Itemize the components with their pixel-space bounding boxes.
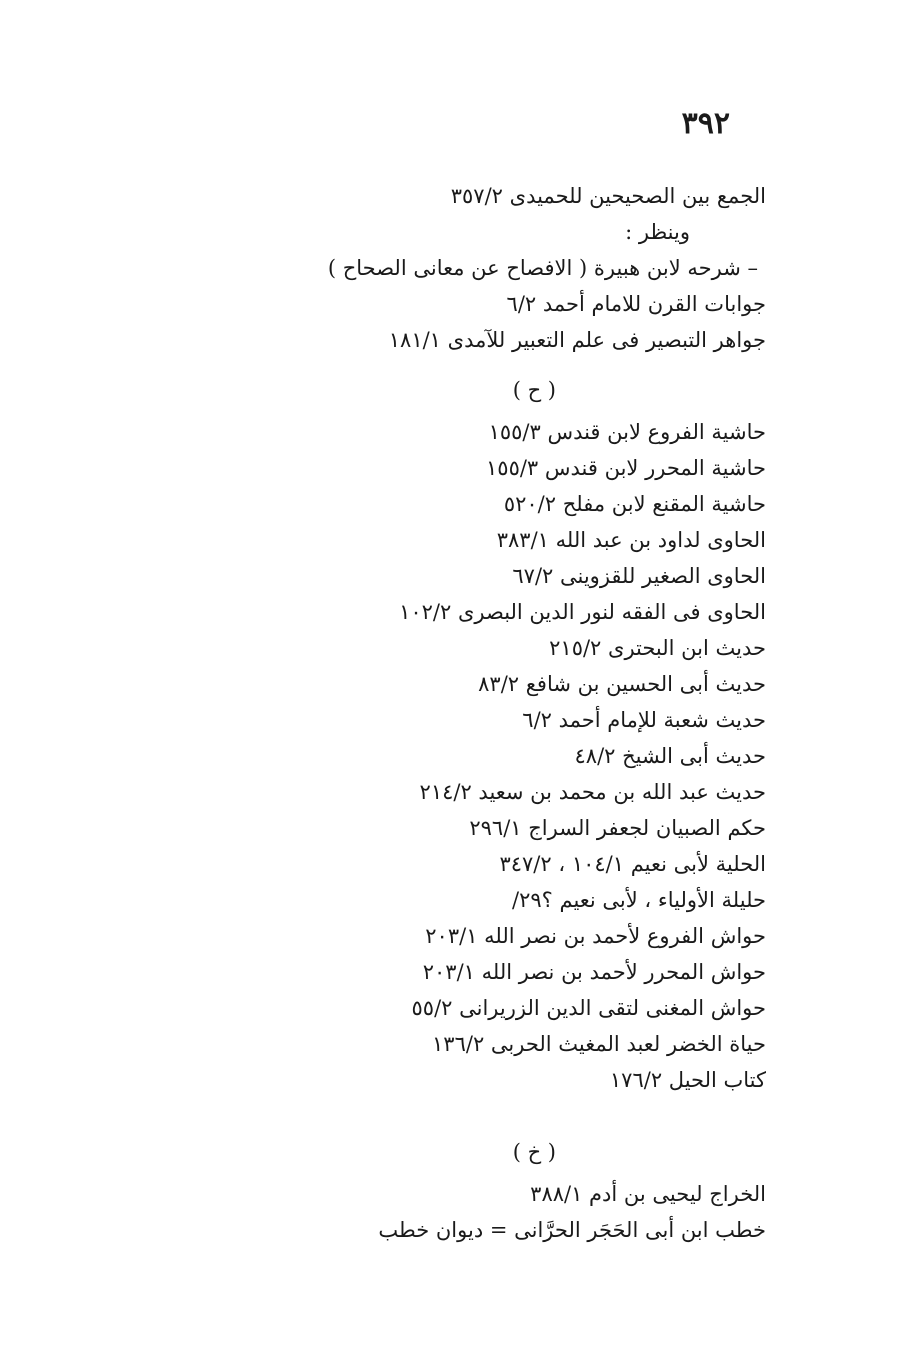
index-entry: الحاوى الصغير للقزوينى ٦٧/٢: [512, 564, 766, 588]
index-entry: حواش الفروع لأحمد بن نصر الله ٢٠٣/١: [425, 924, 766, 948]
index-entry: جوابات القرن للامام أحمد ٦/٢: [506, 292, 766, 316]
index-entry: حاشية الفروع لابن قندس ١٥٥/٣: [488, 420, 766, 444]
index-entry: جواهر التبصير فى علم التعبير للآمدى ١٨١/١: [388, 328, 766, 352]
index-entry: حديث ابن البحترى ٢١٥/٢: [549, 636, 766, 660]
index-entry: حواش المحرر لأحمد بن نصر الله ٢٠٣/١: [422, 960, 766, 984]
index-entry: حليلة الأولياء ، لأبى نعيم ؟٢٩/: [512, 888, 766, 912]
index-entry: الحاوى لداود بن عبد الله ٣٨٣/١: [496, 528, 766, 552]
index-entry: خطب ابن أبى الحَجَر الحرَّانى = ديوان خطب: [378, 1218, 766, 1242]
index-entry: حكم الصبيان لجعفر السراج ٢٩٦/١: [469, 816, 766, 840]
index-entry: حديث أبى الحسين بن شافع ٨٣/٢: [478, 672, 766, 696]
index-entry: كتاب الحيل ١٧٦/٢: [609, 1068, 766, 1092]
index-entries: [246, 178, 766, 1248]
see-also-label: وينظر :: [625, 220, 690, 244]
section-header-khaa: ( خ ): [512, 1140, 556, 1164]
index-entry: حاشية المحرر لابن قندس ١٥٥/٣: [486, 456, 766, 480]
index-entry: حديث شعبة للإمام أحمد ٦/٢: [522, 708, 766, 732]
index-subentry: – شرحه لابن هبيرة ( الافصاح عن معانى الصحاح ): [327, 256, 758, 280]
page-number: ٣٩٢: [681, 106, 730, 141]
index-entry: حاشية المقنع لابن مفلح ٥٢٠/٢: [503, 492, 766, 516]
section-header-haa: ( ح ): [512, 378, 556, 402]
index-entry: حواش المغنى لتقى الدين الزريرانى ٥٥/٢: [411, 996, 766, 1020]
index-entry: الجمع بين الصحيحين للحميدى ٣٥٧/٢: [450, 184, 766, 208]
index-entry: حياة الخضر لعبد المغيث الحربى ١٣٦/٢: [432, 1032, 766, 1056]
index-entry: الحلية لأبى نعيم ١٠٤/١ ، ٣٤٧/٢: [499, 852, 766, 876]
index-entry: حديث عبد الله بن محمد بن سعيد ٢١٤/٢: [419, 780, 766, 804]
index-entry: الخراج ليحيى بن أدم ٣٨٨/١: [530, 1182, 766, 1206]
index-entry: حديث أبى الشيخ ٤٨/٢: [574, 744, 766, 768]
index-entry: الحاوى فى الفقه لنور الدين البصرى ١٠٢/٢: [399, 600, 766, 624]
